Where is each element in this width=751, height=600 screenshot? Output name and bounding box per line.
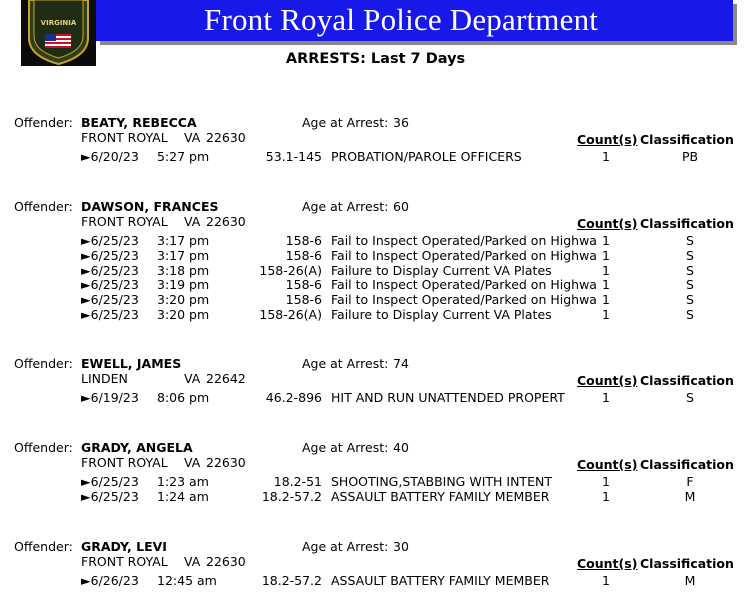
- offender-name: GRADY, ANGELA: [81, 440, 193, 455]
- offender-city: FRONT ROYAL: [81, 214, 168, 229]
- charge-statute: 158-26(A): [259, 307, 322, 322]
- offender-city: FRONT ROYAL: [81, 455, 168, 470]
- classification-header: Classification: [640, 373, 734, 388]
- offender-name: GRADY, LEVI: [81, 539, 167, 554]
- charge-time: 3:19 pm: [157, 277, 210, 293]
- charge-count: 1: [602, 262, 610, 278]
- offender-city: FRONT ROYAL: [81, 554, 168, 569]
- offender-state: VA: [184, 371, 201, 386]
- charge-date: ►6/19/23: [81, 390, 139, 405]
- charge-statute: 158-6: [285, 247, 322, 263]
- charge-classification: S: [686, 390, 694, 405]
- counts-header: Count(s): [577, 132, 638, 147]
- charge-time: 1:23 am: [157, 474, 209, 489]
- charge-time: 8:06 pm: [157, 390, 210, 405]
- charge-count: 1: [602, 307, 610, 322]
- badge-text: VIRGINIA: [40, 19, 77, 27]
- charge-classification: M: [684, 488, 696, 504]
- page-title: Front Royal Police Department: [204, 2, 599, 37]
- offender-zip: 22630: [206, 130, 246, 145]
- charge-classification: S: [686, 307, 694, 322]
- offender-zip: 22630: [206, 455, 246, 470]
- charge-description: Fail to Inspect Operated/Parked on Highwa: [331, 292, 597, 308]
- charge-statute: 53.1-145: [265, 149, 322, 164]
- offender-age: 74: [393, 356, 409, 371]
- offender-age: 36: [393, 115, 409, 130]
- charge-time: 3:18 pm: [157, 262, 210, 278]
- counts-header: Count(s): [577, 556, 638, 571]
- charge-date: ►6/25/23: [81, 277, 139, 293]
- charge-classification: S: [686, 292, 694, 308]
- charge-date: ►6/25/23: [81, 307, 139, 322]
- age-at-arrest-label: Age at Arrest:: [302, 539, 389, 554]
- charge-time: 12:45 am: [157, 573, 217, 588]
- charge-statute: 18.2-57.2: [261, 488, 322, 504]
- charge-time: 3:17 pm: [157, 247, 210, 263]
- charge-statute: 158-6: [285, 292, 322, 308]
- report-subtitle: ARRESTS: Last 7 Days: [285, 51, 466, 67]
- classification-header: Classification: [640, 457, 734, 472]
- charge-date: ►6/25/23: [81, 292, 139, 308]
- classification-header: Classification: [640, 556, 734, 571]
- charge-date: ►6/25/23: [81, 247, 139, 263]
- charge-count: 1: [602, 474, 610, 489]
- charge-statute: 158-6: [285, 277, 322, 293]
- offender-state: VA: [184, 554, 201, 569]
- charge-time: 5:27 pm: [157, 149, 210, 164]
- charge-date: ►6/25/23: [81, 233, 139, 248]
- charge-count: 1: [602, 573, 610, 588]
- charge-description: Failure to Display Current VA Plates: [331, 262, 552, 278]
- charge-description: PROBATION/PAROLE OFFICERS: [331, 149, 522, 164]
- charge-classification: M: [684, 573, 696, 588]
- charge-date: ►6/25/23: [81, 474, 139, 489]
- charge-description: SHOOTING,STABBING WITH INTENT: [331, 474, 552, 489]
- offender-state: VA: [184, 214, 201, 229]
- offender-city: FRONT ROYAL: [81, 130, 168, 145]
- charge-statute: 18.2-57.2: [261, 573, 322, 588]
- charge-time: 3:20 pm: [157, 292, 210, 308]
- charge-description: ASSAULT BATTERY FAMILY MEMBER: [331, 573, 550, 588]
- offender-name: BEATY, REBECCA: [81, 115, 197, 130]
- charge-date: ►6/25/23: [81, 262, 139, 278]
- charge-statute: 18.2-51: [273, 474, 322, 489]
- charge-time: 3:17 pm: [157, 233, 210, 248]
- charge-classification: S: [686, 233, 694, 248]
- age-at-arrest-label: Age at Arrest:: [302, 356, 389, 371]
- offender-zip: 22630: [206, 554, 246, 569]
- offender-state: VA: [184, 130, 201, 145]
- charge-classification: F: [686, 474, 694, 489]
- charge-description: Fail to Inspect Operated/Parked on Highwa: [331, 233, 597, 248]
- counts-header: Count(s): [577, 216, 638, 231]
- offender-label: Offender:: [14, 539, 73, 554]
- charge-count: 1: [602, 149, 610, 164]
- charge-classification: S: [686, 277, 694, 293]
- charge-description: ASSAULT BATTERY FAMILY MEMBER: [331, 488, 550, 504]
- offender-zip: 22630: [206, 214, 246, 229]
- charge-count: 1: [602, 247, 610, 263]
- charge-statute: 158-6: [285, 233, 322, 248]
- charge-classification: S: [686, 262, 694, 278]
- counts-header: Count(s): [577, 373, 638, 388]
- offender-zip: 22642: [206, 371, 246, 386]
- offender-name: DAWSON, FRANCES: [81, 199, 219, 214]
- offender-city: LINDEN: [81, 371, 128, 386]
- classification-header: Classification: [640, 216, 734, 231]
- charge-time: 1:24 am: [157, 488, 209, 504]
- offender-age: 40: [393, 440, 409, 455]
- charge-date: ►6/20/23: [81, 149, 139, 164]
- title-banner: [96, 0, 733, 41]
- charge-count: 1: [602, 233, 610, 248]
- offender-label: Offender:: [14, 356, 73, 371]
- offender-label: Offender:: [14, 199, 73, 214]
- charge-count: 1: [602, 292, 610, 308]
- charge-date: ►6/26/23: [81, 573, 139, 588]
- age-at-arrest-label: Age at Arrest:: [302, 199, 389, 214]
- charge-classification: S: [686, 247, 694, 263]
- charge-description: HIT AND RUN UNATTENDED PROPERT: [331, 390, 565, 405]
- charge-count: 1: [602, 390, 610, 405]
- offender-age: 60: [393, 199, 409, 214]
- charge-statute: 46.2-896: [265, 390, 322, 405]
- offender-state: VA: [184, 455, 201, 470]
- charge-count: 1: [602, 488, 610, 504]
- counts-header: Count(s): [577, 457, 638, 472]
- offender-label: Offender:: [14, 440, 73, 455]
- age-at-arrest-label: Age at Arrest:: [302, 115, 389, 130]
- age-at-arrest-label: Age at Arrest:: [302, 440, 389, 455]
- charge-description: Fail to Inspect Operated/Parked on Highwa: [331, 247, 597, 263]
- charge-time: 3:20 pm: [157, 307, 210, 322]
- offender-label: Offender:: [14, 115, 73, 130]
- classification-header: Classification: [640, 132, 734, 147]
- offender-age: 30: [393, 539, 409, 554]
- charge-description: Fail to Inspect Operated/Parked on Highwa: [331, 277, 597, 293]
- offender-name: EWELL, JAMES: [81, 356, 182, 371]
- charge-statute: 158-26(A): [259, 262, 322, 278]
- charge-classification: PB: [681, 149, 699, 164]
- charge-date: ►6/25/23: [81, 488, 139, 504]
- charge-count: 1: [602, 277, 610, 293]
- charge-description: Failure to Display Current VA Plates: [331, 307, 552, 322]
